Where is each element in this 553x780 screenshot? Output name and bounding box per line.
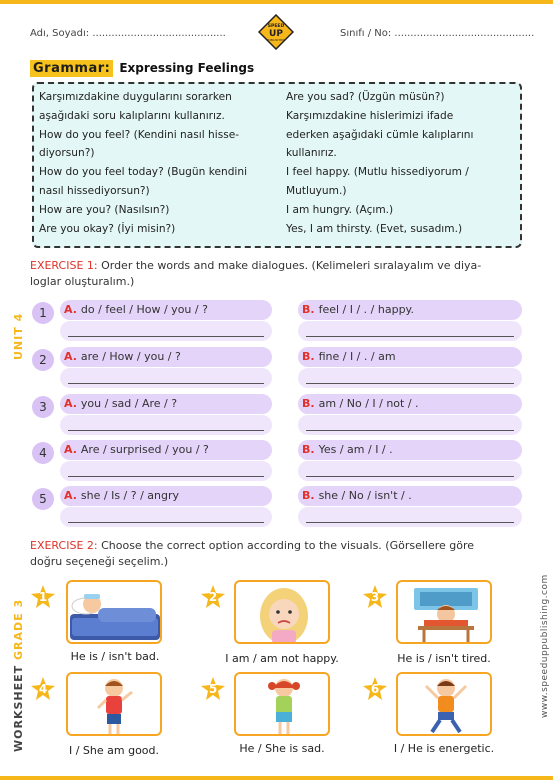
grammar-line: How are you? (Nasılsın?) xyxy=(39,203,170,216)
item-number: 3 xyxy=(370,590,380,604)
speaker-a-prompt xyxy=(60,440,272,460)
speaker-a-prompt xyxy=(60,394,272,414)
scrambled-words: she / No / isn't / . xyxy=(318,489,412,502)
exercise2-label: EXERCISE 2: xyxy=(30,539,98,552)
option-caption[interactable]: I / She am good. xyxy=(68,744,160,757)
exercise1-row xyxy=(32,394,522,436)
item-number-badge xyxy=(30,676,56,702)
speaker-b-tag: B. xyxy=(302,489,315,502)
speaker-a-prompt xyxy=(60,347,272,367)
unit-label: UNIT 4 xyxy=(12,312,25,360)
item-number: 1 xyxy=(32,302,54,324)
exercise1-instruction: Order the words and make dialogues. (Kelimeleri sıralayalım ve diya- xyxy=(97,259,482,272)
option-caption[interactable]: He / She is sad. xyxy=(239,742,325,755)
scrambled-words: do / feel / How / you / ? xyxy=(80,303,208,316)
item-number: 4 xyxy=(32,442,54,464)
grammar-line: How do you feel today? (Bugün kendini xyxy=(39,166,248,179)
grammar-tag: Grammar: xyxy=(30,60,113,77)
worksheet-label xyxy=(12,599,25,752)
speaker-b-prompt xyxy=(298,394,522,414)
item-number-badge xyxy=(200,676,226,702)
exercise1-row xyxy=(32,347,522,389)
option-caption[interactable]: He is / isn't tired. xyxy=(397,652,491,665)
speaker-a-tag: A. xyxy=(64,443,77,456)
grammar-line: Mutluyum.) xyxy=(286,184,347,197)
picture-card xyxy=(234,672,330,736)
speaker-b-tag: B. xyxy=(302,397,315,410)
item-number-badge xyxy=(362,676,388,702)
item-number-badge xyxy=(362,584,388,610)
answer-line-b[interactable] xyxy=(298,461,522,481)
class-field-label: Sınıfı / No: ............................................ xyxy=(340,28,535,39)
item-number: 3 xyxy=(32,396,54,418)
item-number: 5 xyxy=(32,488,54,510)
scrambled-words: Yes / am / I / . xyxy=(318,443,393,456)
option-caption[interactable]: He is / isn't bad. xyxy=(70,650,160,663)
speaker-a-prompt xyxy=(60,486,272,506)
exercise1-row xyxy=(32,486,522,528)
grammar-left-column xyxy=(39,88,279,238)
exercise1-instruction-cont: loglar oluşturalım.) xyxy=(30,275,135,288)
grammar-line: Yes, I am thirsty. (Evet, susadım.) xyxy=(286,222,463,235)
exercise1-row xyxy=(32,440,522,482)
grammar-line: Karşımızdakine hislerimizi ifade xyxy=(286,109,454,122)
svg-text:PUBLISHING: PUBLISHING xyxy=(266,38,286,42)
grammar-right-column xyxy=(286,88,518,238)
answer-line-b[interactable] xyxy=(298,368,522,388)
exercise2-instruction-cont: doğru seçeneği seçelim.) xyxy=(30,555,169,568)
item-number: 4 xyxy=(38,682,48,696)
sad-girl-icon xyxy=(236,582,330,644)
grammar-line: Are you okay? (İyi misin?) xyxy=(39,222,176,235)
exercise2-instruction: Choose the correct option according to the visuals. (Görsellere göre xyxy=(97,539,475,552)
grammar-line: How do you feel? (Kendini nasıl hisse- xyxy=(39,128,240,141)
crying-girl-icon xyxy=(236,674,330,736)
answer-line-b[interactable] xyxy=(298,321,522,341)
grammar-line: I feel happy. (Mutlu hissediyorum / xyxy=(286,166,469,179)
svg-text:UP: UP xyxy=(269,29,283,39)
grade-text: GRADE 3 xyxy=(12,598,25,661)
grammar-line: aşağıdaki soru kalıplarını kullanırız. xyxy=(39,109,225,122)
answer-line-b[interactable] xyxy=(298,507,522,527)
scrambled-words: Are / surprised / you / ? xyxy=(80,443,209,456)
option-caption[interactable]: I / He is energetic. xyxy=(393,742,495,755)
picture-card xyxy=(396,672,492,736)
speaker-b-tag: B. xyxy=(302,443,315,456)
answer-line-a[interactable] xyxy=(60,321,272,341)
scrambled-words: she / Is / ? / angry xyxy=(80,489,180,502)
exercise1-instructions xyxy=(30,258,525,290)
speaker-b-tag: B. xyxy=(302,350,315,363)
speaker-a-tag: A. xyxy=(64,489,77,502)
item-number: 5 xyxy=(208,682,218,696)
speaker-b-prompt xyxy=(298,347,522,367)
speaker-a-prompt xyxy=(60,300,272,320)
speaker-b-prompt xyxy=(298,300,522,320)
item-number-badge xyxy=(30,584,56,610)
answer-line-a[interactable] xyxy=(60,415,272,435)
exercise2-instructions xyxy=(30,538,525,570)
grammar-line: ederken aşağıdaki cümle kalıplarını xyxy=(286,128,474,141)
bottom-accent-strip xyxy=(0,776,553,780)
answer-line-b[interactable] xyxy=(298,415,522,435)
grammar-line: Are you sad? (Üzgün müsün?) xyxy=(286,91,445,103)
publisher-logo xyxy=(258,14,294,50)
speaker-b-tag: B. xyxy=(302,303,315,316)
exercise1-label: EXERCISE 1: xyxy=(30,259,98,272)
top-accent-strip xyxy=(0,0,553,4)
sick-boy-in-bed-icon xyxy=(68,582,162,644)
item-number: 6 xyxy=(370,682,380,696)
scrambled-words: fine / I / . / am xyxy=(318,350,396,363)
svg-text:SPEED: SPEED xyxy=(267,24,285,29)
speaker-b-prompt xyxy=(298,486,522,506)
item-number-badge xyxy=(200,584,226,610)
scrambled-words: am / No / I / not / . xyxy=(318,397,419,410)
item-number: 1 xyxy=(38,590,48,604)
item-number: 2 xyxy=(208,590,218,604)
speaker-a-tag: A. xyxy=(64,350,77,363)
scrambled-words: are / How / you / ? xyxy=(80,350,181,363)
jumping-boy-icon xyxy=(398,674,492,736)
answer-line-a[interactable] xyxy=(60,368,272,388)
option-caption[interactable]: I am / am not happy. xyxy=(225,652,339,665)
picture-card xyxy=(66,580,162,644)
name-field-label: Adı, Soyadı: .......................................... xyxy=(30,28,226,39)
happy-girl-icon xyxy=(68,674,162,736)
grammar-line: I am hungry. (Açım.) xyxy=(286,203,394,216)
grammar-subtitle: Expressing Feelings xyxy=(119,61,255,75)
item-number: 2 xyxy=(32,349,54,371)
grammar-line: nasıl hissediyorsun?) xyxy=(39,184,150,197)
answer-line-a[interactable] xyxy=(60,507,272,527)
picture-card xyxy=(66,672,162,736)
grammar-line: kullanırız. xyxy=(286,147,337,160)
scrambled-words: feel / I / . / happy. xyxy=(318,303,414,316)
worksheet-text: WORKSHEET xyxy=(12,664,25,752)
grammar-heading xyxy=(30,58,254,78)
website-label: www.speeduppublishing.com xyxy=(540,574,550,718)
tired-boy-at-desk-icon xyxy=(398,582,492,644)
grammar-line: Karşımızdakine duygularını sorarken xyxy=(39,91,232,103)
scrambled-words: you / sad / Are / ? xyxy=(80,397,178,410)
speaker-b-prompt xyxy=(298,440,522,460)
speaker-a-tag: A. xyxy=(64,303,77,316)
exercise1-row xyxy=(32,300,522,342)
answer-line-a[interactable] xyxy=(60,461,272,481)
speaker-a-tag: A. xyxy=(64,397,77,410)
picture-card xyxy=(234,580,330,644)
picture-card xyxy=(396,580,492,644)
grammar-line: diyorsun?) xyxy=(39,147,95,160)
grammar-info-box xyxy=(32,82,522,248)
